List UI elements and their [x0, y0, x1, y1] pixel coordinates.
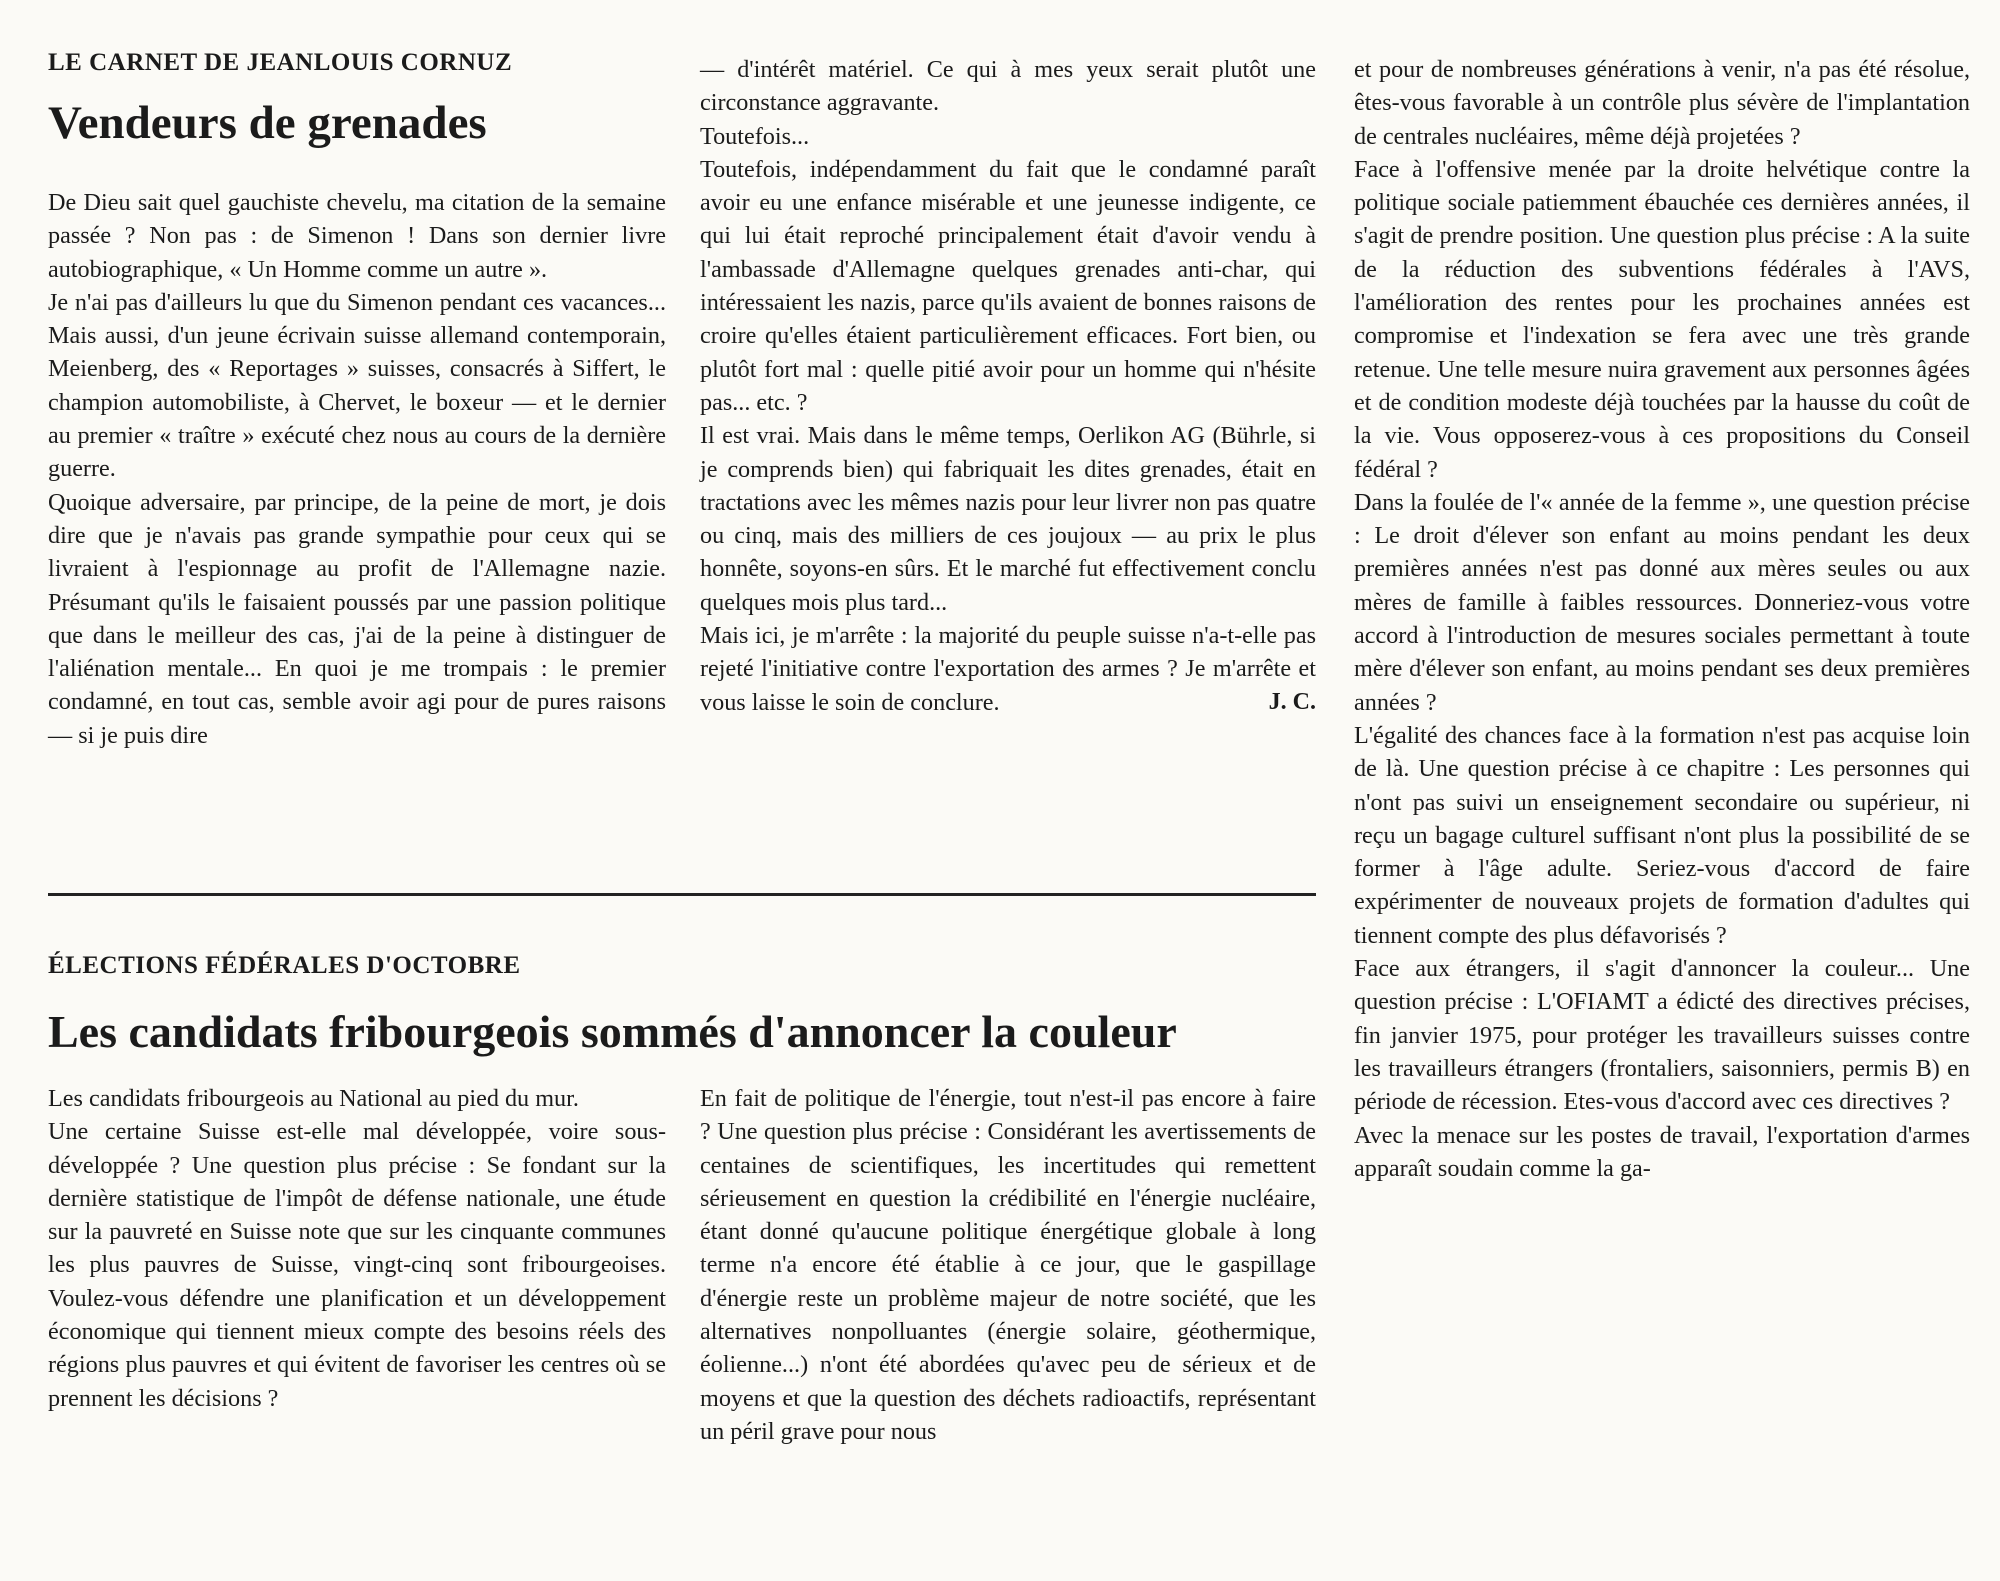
article-1-paragraph: Je n'ai pas d'ailleurs lu que du Simenon pendant ces vacances... Mais aussi, d'un jeune écrivain suisse allemand contemporain, Meienberg, des « Reportages » suisses, consacrés à Siffert, le champion automobiliste, à Chervet, le boxeur — et le dernier au premier « traître » exécuté chez nous au cours de la dernière guerre.	[48, 288, 666, 483]
article-2-paragraph: En fait de politique de l'énergie, tout n'est-il pas encore à faire ? Une question plus précise : Considérant les avertissements de centaines de scientifiques, les incertitudes qui remettent sérieusement en question la crédibilité en l'énergie nucléaire, étant donné qu'aucune politique énergétique globale à long terme n'a encore été établie à ce jour, que le gaspillage d'énergie reste un problème majeur de notre société, que les alternatives nonpolluantes (énergie solaire, géothermique, éolienne...) n'ont été abordées qu'avec peu de sérieux et de moyens et que la question des déchets radioactifs, représentant un péril grave pour nous	[700, 1085, 1316, 1445]
article-2-paragraph: et pour de nombreuses générations à venir, n'a pas été résolue, êtes-vous favorable à un contrôle plus sévère de l'implantation de centrales nucléaires, même déjà projetées ?	[1354, 56, 1970, 150]
article-2-column-1	[48, 1082, 666, 1415]
article-2-kicker: ÉLECTIONS FÉDÉRALES D'OCTOBRE	[48, 952, 521, 979]
article-2-paragraph: Face aux étrangers, il s'agit d'annoncer la couleur... Une question précise : L'OFIAMT a édicté des directives précises, fin janvier 1975, pour protéger les travailleurs suisses contre les travailleurs étrangers (frontaliers, saisonniers, permis B) en période de récession. Etes-vous d'accord avec ces directives ?	[1354, 955, 1970, 1116]
article-1-paragraph: Quoique adversaire, par principe, de la peine de mort, je dois dire que je n'avais pas grande sympathie pour ceux qui se livraient à l'espionnage au profit de l'Allemagne nazie. Présumant qu'ils le faisaient poussés par une passion politique que dans le meilleur des cas, j'ai de la peine à distinguer de l'aliénation mentale... En quoi je me trompais : le premier condamné, en tout cas, semble avoir agi pour de pures raisons — si je puis dire	[48, 488, 666, 749]
article-1-paragraph: Il est vrai. Mais dans le même temps, Oerlikon AG (Bührle, si je comprends bien) qui fabriquait les dites grenades, était en tractations avec les mêmes nazis pour leur livrer non pas quatre ou cinq, mais des milliers de ces joujoux — au prix le plus honnête, soyons-en sûrs. Et le marché fut effectivement conclu quelques mois plus tard...	[700, 422, 1316, 616]
article-1-signature: J. C.	[1268, 688, 1316, 715]
article-1-paragraph: Toutefois, indépendamment du fait que le condamné paraît avoir eu une enfance misérable et une jeunesse indigente, ce qui lui était reproché principalement était d'avoir vendu à l'ambassade d'Allemagne quelques grenades anti-char, qui intéressaient les nazis, parce qu'ils avaient de bonnes raisons de croire qu'elles étaient particulièrement efficaces. Fort bien, ou plutôt fort mal : quelle pitié avoir pour un homme qui n'hésite pas... etc. ?	[700, 155, 1316, 416]
article-1-kicker: LE CARNET DE JEANLOUIS CORNUZ	[48, 49, 513, 76]
article-2-column-2	[700, 1082, 1316, 1448]
article-1-paragraph: Toutefois...	[700, 122, 810, 150]
article-2-column-3	[1354, 53, 1970, 1185]
article-1-title: Vendeurs de grenades	[48, 97, 487, 149]
article-2-paragraph: Dans la foulée de l'« année de la femme », une question précise : Le droit d'élever son enfant au moins pendant les deux premières années n'est pas donné aux mères seules ou aux mères de famille à faibles ressources. Donneriez-vous votre accord à l'introduction de mesures sociales permettant à toute mère d'élever son enfant, au moins pendant ses deux premières années ?	[1354, 488, 1970, 716]
article-1	[48, 48, 668, 168]
article-2-paragraph: Les candidats fribourgeois au National au pied du mur.	[48, 1085, 579, 1112]
article-1-paragraph: Mais ici, je m'arrête : la majorité du peuple suisse n'a-t-elle pas rejeté l'initiative contre l'exportation des armes ? Je m'arrête et vous laisse le soin de conclure.	[700, 622, 1316, 716]
article-1-column-1	[48, 186, 666, 752]
article-2-paragraph: Face à l'offensive menée par la droite helvétique contre la politique sociale patiemment ébauchée ces dernières années, il s'agit de prendre position. Une question plus précise : A la suite de la réduction des subventions fédérales à l'AVS, l'amélioration des rentes pour les prochaines années est compromise et l'indexation se fera avec une très grande retenue. Une telle mesure nuira gravement aux personnes âgées et de condition modeste déjà touchées par la hausse du coût de la vie. Vous opposerez-vous à ces propositions du Conseil fédéral ?	[1354, 155, 1970, 483]
article-2-paragraph: Une certaine Suisse est-elle mal développée, voire sous-développée ? Une question plus précise : Se fondant sur la dernière statistique de l'impôt de défense nationale, une étude sur la pauvreté en Suisse note que sur les cinquante communes les plus pauvres de Suisse, vingt-cinq sont fribourgeoises. Voulez-vous défendre une planification et un développement économique qui tiennent mieux compte des besoins réels des régions plus pauvres et qui évitent de favoriser les centres où se prennent les décisions ?	[48, 1118, 666, 1412]
article-1-paragraph: — d'intérêt matériel. Ce qui à mes yeux serait plutôt une circonstance aggravante.	[700, 56, 1316, 117]
article-2-title: Les candidats fribourgeois sommés d'annoncer la couleur	[48, 1006, 1177, 1057]
article-1-paragraph: De Dieu sait quel gauchiste chevelu, ma citation de la semaine passée ? Non pas : de Simenon ! Dans son dernier livre autobiographique, « Un Homme comme un autre ».	[48, 189, 666, 283]
article-1-column-2	[700, 53, 1316, 743]
section-divider	[48, 893, 1316, 896]
article-2-paragraph: L'égalité des chances face à la formation n'est pas acquise loin de là. Une question précise à ce chapitre : Les personnes qui n'ont pas suivi un enseignement secondaire ou supérieur, ni reçu un bagage culturel suffisant n'ont plus la possibilité de se former à l'âge adulte. Seriez-vous d'accord de faire expérimenter de nouveaux projets de formation d'adultes qui tiennent compte des plus défavorisés ?	[1354, 721, 1970, 949]
article-2-paragraph: Avec la menace sur les postes de travail, l'exportation d'armes apparaît soudain comme la ga-	[1354, 1121, 1970, 1182]
article-2	[48, 951, 1318, 1058]
